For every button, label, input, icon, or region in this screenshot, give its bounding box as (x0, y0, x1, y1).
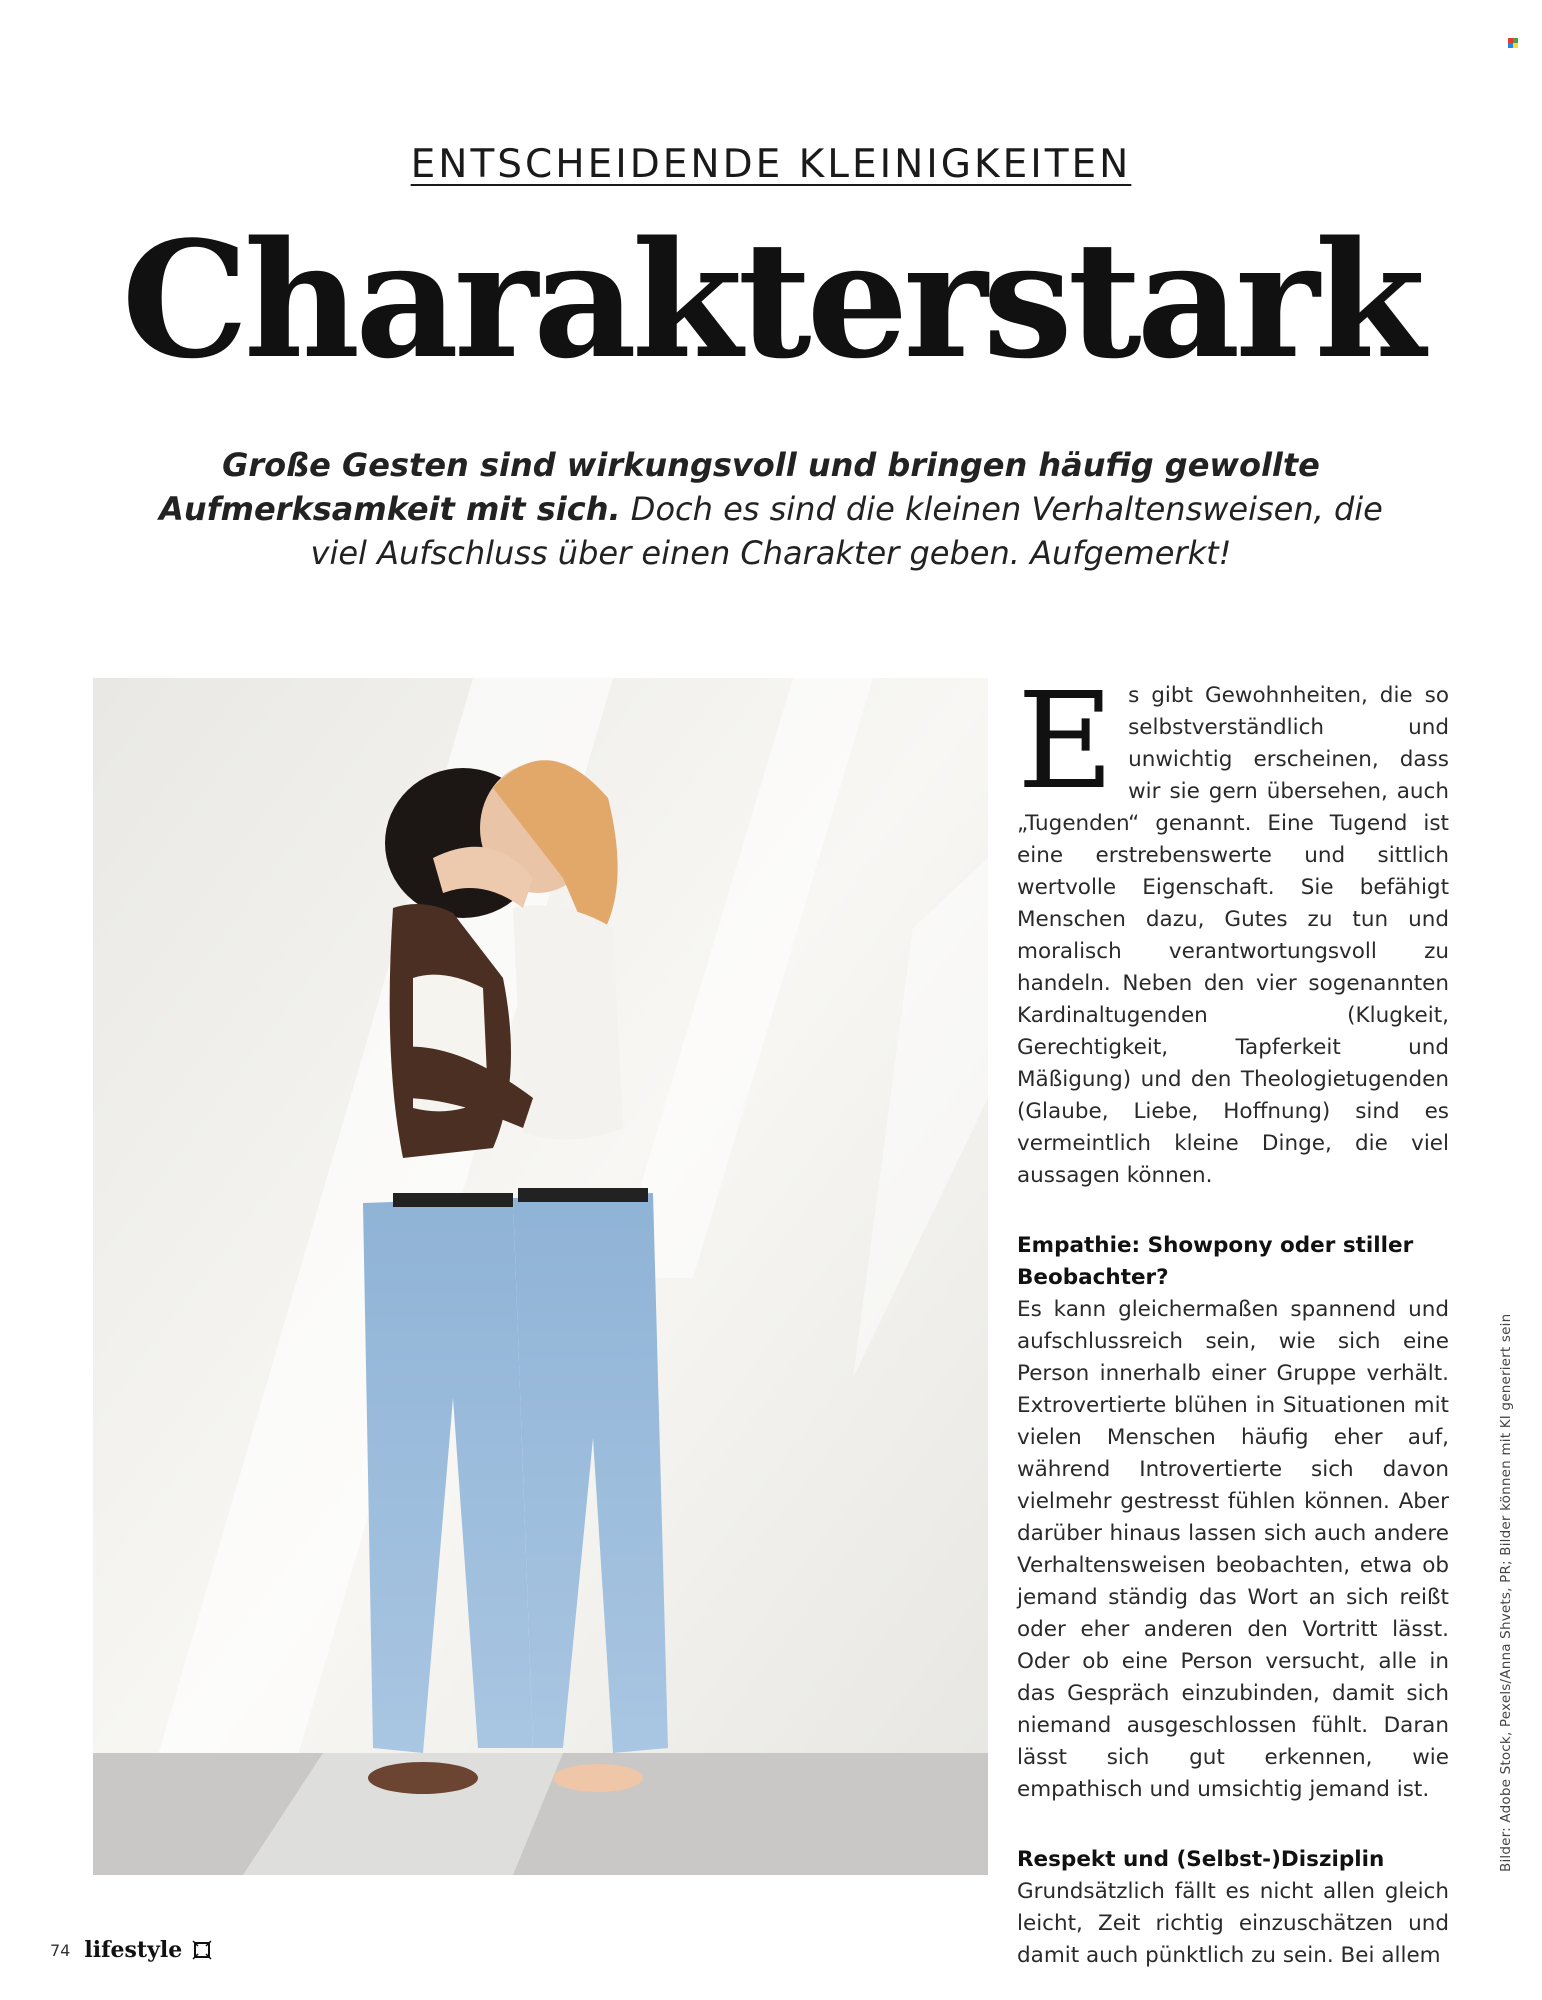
brand-logo-text: lifestyle (84, 1937, 183, 1963)
hero-photo (93, 678, 988, 1875)
square-frame-icon (192, 1940, 212, 1960)
drop-cap: E (1017, 665, 1115, 819)
section-body-respekt: Grundsätzlich fällt es nicht allen gleich leicht, Zeit richtig einzuschätzen und damit auch pünktlich zu sein. Bei allem (1017, 1879, 1449, 1968)
page-number: 74 (50, 1940, 71, 1960)
color-registration-mark (1508, 38, 1518, 48)
lead-paragraph (130, 443, 1412, 575)
page-footer (50, 1937, 212, 1963)
hug-illustration (93, 678, 988, 1875)
section-body-empathie: Es kann gleichermaßen spannend und aufschlussreich sein, wie sich eine Person innerhalb einer Gruppe verhält. Extrovertierte blühen in Situationen mit vielen Menschen häufig eher auf, während Introvertierte sich davon vielmehr gestresst fühlen können. Aber darüber hinaus lassen sich auch andere Verhaltensweisen beobachten, etwa ob jemand ständig das Wort an sich reißt oder eher anderen den Vortritt lässt. Oder ob eine Person versucht, alle in das Gespräch einzubinden, damit sich niemand ausgeschlossen fühlt. Daran lässt sich gut erkennen, wie empathisch und umsichtig jemand ist. (1017, 1297, 1449, 1802)
lead-regular: Doch es sind die kleinen Verhaltensweisen, die viel Aufschluss über einen Charakter geben. Aufgemerkt! (310, 490, 1383, 572)
photo-credit: Bilder: Adobe Stock, Pexels/Anna Shvets, PR; Bilder können mit KI generiert sein (1498, 1313, 1514, 1872)
lead-bold: Große Gesten sind wirkungsvoll und bringen häufig gewollte Aufmerksamkeit mit sich. (159, 446, 1320, 528)
section-heading-empathie: Empathie: Showpony oder stiller Beobachter? (1017, 1233, 1414, 1290)
page-title: Charakterstark (121, 206, 1421, 394)
intro-paragraph: Es gibt Gewohnheiten, die so selbstverständlich und unwichtig erscheinen, dass wir sie gern übersehen, auch „Tugenden“ genannt. Eine Tugend ist eine erstrebenswerte und sittlich wertvolle Eigenschaft. Sie befähigt Menschen dazu, Gutes zu tun und moralisch verantwortungsvoll zu handeln. Neben den vier sogenannten Kardinaltugenden (Klugkeit, Gerechtigkeit, Tapferkeit und Mäßigung) und den Theologietugenden (Glaube, Liebe, Hoffnung) sind es vermeintlich kleine Dinge, die viel aussagen können. (1017, 665, 1449, 1188)
article-body (1017, 665, 1449, 1972)
section-heading-respekt: Respekt und (Selbst-)Disziplin (1017, 1847, 1385, 1872)
kicker: ENTSCHEIDENDE KLEINIGKEITEN (410, 142, 1132, 187)
